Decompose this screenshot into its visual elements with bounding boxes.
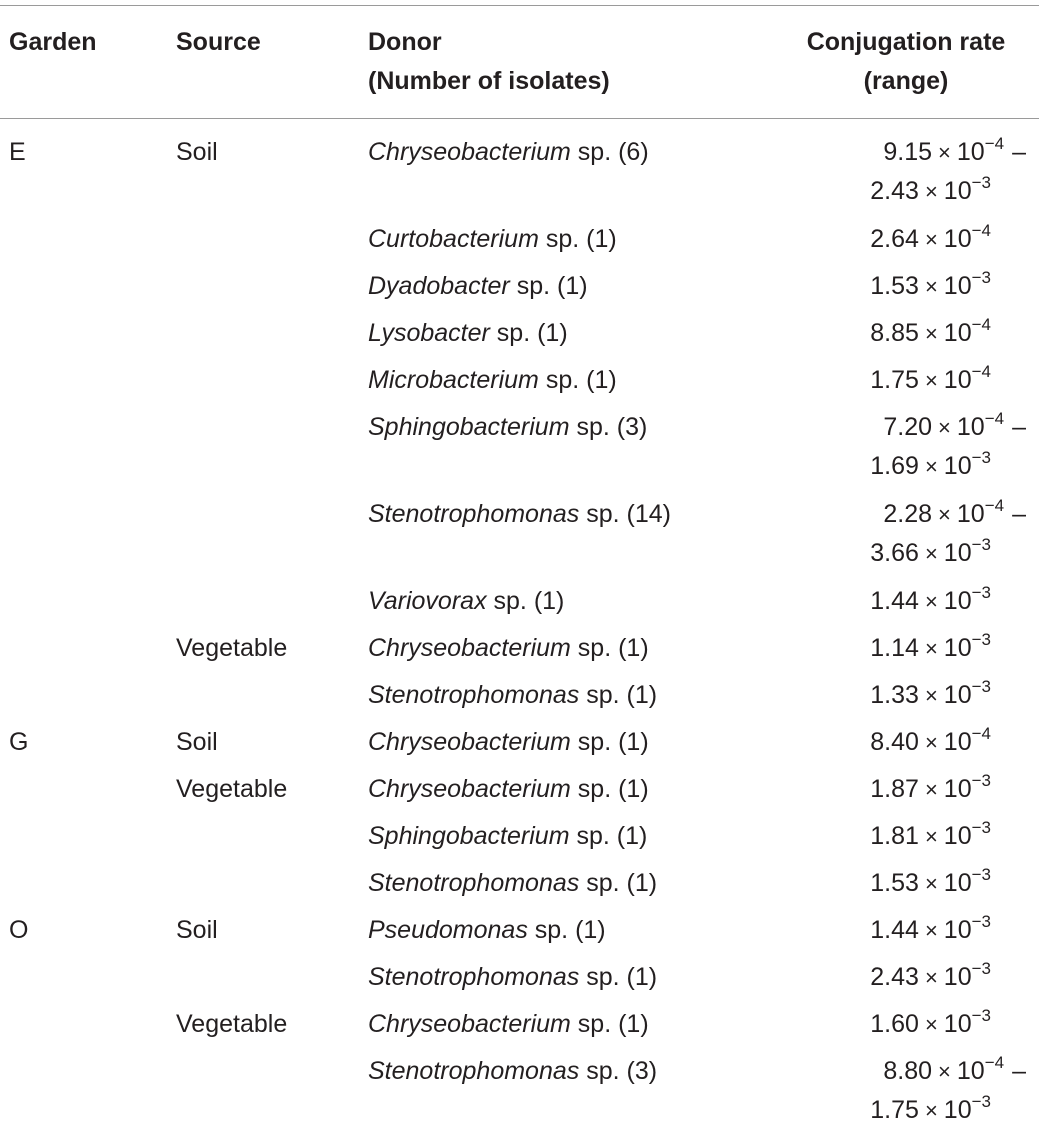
rate-exponent: −4 bbox=[971, 724, 991, 743]
rate-mantissa: 1.75 bbox=[870, 366, 919, 394]
donor-genus: Lysobacter bbox=[368, 319, 490, 347]
rate-base: 10 bbox=[956, 413, 985, 441]
rate-exponent: −3 bbox=[971, 771, 991, 790]
donor-genus: Stenotrophomonas bbox=[368, 963, 580, 991]
rate-mantissa: 1.33 bbox=[870, 681, 919, 709]
rate-cell bbox=[671, 362, 991, 401]
rate-base: 10 bbox=[943, 1010, 972, 1038]
donor-cell bbox=[368, 221, 617, 258]
rate-mantissa: 1.53 bbox=[870, 869, 919, 897]
rate-cell bbox=[671, 818, 991, 857]
top-rule bbox=[0, 5, 1039, 6]
times-sign: × bbox=[924, 227, 938, 252]
rate-mantissa: 1.81 bbox=[870, 822, 919, 850]
donor-suffix: sp. (1) bbox=[486, 587, 565, 615]
times-sign: × bbox=[924, 824, 938, 849]
rate-value bbox=[671, 1053, 1026, 1092]
rate-mantissa: 1.44 bbox=[870, 587, 919, 615]
donor-genus: Curtobacterium bbox=[368, 225, 539, 253]
rate-exponent: −4 bbox=[984, 496, 1005, 515]
donor-cell bbox=[368, 912, 606, 949]
garden-cell: O bbox=[9, 916, 29, 944]
rate-base: 10 bbox=[943, 822, 972, 850]
table-row bbox=[0, 724, 1039, 771]
rate-mantissa: 9.15 bbox=[883, 138, 933, 166]
donor-suffix: sp. (3) bbox=[579, 1057, 658, 1085]
rate-value bbox=[671, 315, 991, 354]
table-row bbox=[0, 409, 1039, 496]
donor-genus: Stenotrophomonas bbox=[368, 500, 580, 528]
rate-value bbox=[671, 535, 991, 574]
times-sign: × bbox=[924, 321, 938, 346]
rate-mantissa: 3.66 bbox=[870, 539, 919, 567]
rate-value bbox=[671, 771, 991, 810]
source-cell: Vegetable bbox=[176, 634, 288, 662]
rate-mantissa: 1.69 bbox=[870, 452, 919, 480]
rate-mantissa: 2.43 bbox=[870, 177, 919, 205]
rate-value bbox=[671, 173, 991, 212]
table-row bbox=[0, 912, 1039, 959]
times-sign: × bbox=[938, 415, 951, 440]
header-rule bbox=[0, 118, 1039, 119]
table-row bbox=[0, 1006, 1039, 1053]
donor-suffix: sp. (1) bbox=[538, 366, 617, 394]
rate-exponent: −3 bbox=[971, 818, 991, 837]
donor-cell bbox=[368, 583, 564, 620]
rate-base: 10 bbox=[956, 138, 985, 166]
rate-mantissa: 1.75 bbox=[870, 1096, 919, 1124]
rate-cell bbox=[671, 409, 1026, 487]
donor-genus: Chryseobacterium bbox=[368, 634, 571, 662]
times-sign: × bbox=[924, 683, 938, 708]
donor-suffix: sp. (1) bbox=[569, 822, 648, 850]
rate-base: 10 bbox=[943, 539, 972, 567]
rate-base: 10 bbox=[956, 1057, 985, 1085]
rate-cell bbox=[671, 134, 1026, 212]
donor-cell bbox=[368, 677, 657, 714]
rate-value bbox=[671, 362, 991, 401]
source-cell: Vegetable bbox=[176, 775, 288, 803]
times-sign: × bbox=[938, 502, 951, 527]
rate-mantissa: 1.44 bbox=[870, 916, 919, 944]
table-row bbox=[0, 268, 1039, 315]
donor-cell bbox=[368, 771, 649, 808]
rate-value bbox=[671, 1092, 991, 1131]
rate-base: 10 bbox=[943, 366, 972, 394]
table-row bbox=[0, 496, 1039, 583]
times-sign: × bbox=[924, 179, 938, 204]
rate-cell bbox=[671, 1006, 991, 1045]
times-sign: × bbox=[938, 1059, 951, 1084]
rate-exponent: −3 bbox=[971, 677, 991, 696]
donor-suffix: sp. (1) bbox=[570, 634, 649, 662]
rate-mantissa: 2.28 bbox=[883, 500, 933, 528]
rate-value bbox=[671, 865, 991, 904]
rate-exponent: −3 bbox=[971, 583, 991, 602]
range-dash: – bbox=[1012, 413, 1026, 441]
donor-cell bbox=[368, 959, 657, 996]
donor-genus: Stenotrophomonas bbox=[368, 1057, 580, 1085]
rate-cell bbox=[671, 221, 991, 260]
rate-value bbox=[671, 268, 991, 307]
rate-mantissa: 1.60 bbox=[870, 1010, 919, 1038]
header-garden: Garden bbox=[9, 28, 97, 56]
times-sign: × bbox=[924, 368, 938, 393]
rate-base: 10 bbox=[943, 225, 972, 253]
table-row bbox=[0, 677, 1039, 724]
table-row bbox=[0, 818, 1039, 865]
rate-cell bbox=[671, 959, 991, 998]
header-donor-line1: Donor bbox=[368, 28, 442, 56]
donor-cell bbox=[368, 818, 647, 855]
donor-genus: Sphingobacterium bbox=[368, 822, 570, 850]
donor-cell bbox=[368, 409, 647, 446]
rate-exponent: −3 bbox=[971, 1092, 991, 1111]
source-cell: Soil bbox=[176, 728, 218, 756]
rate-base: 10 bbox=[943, 452, 972, 480]
table-row bbox=[0, 1053, 1039, 1140]
rate-exponent: −4 bbox=[971, 362, 991, 381]
rate-exponent: −4 bbox=[971, 221, 991, 240]
rate-cell bbox=[671, 496, 1026, 574]
times-sign: × bbox=[924, 636, 938, 661]
donor-suffix: sp. (1) bbox=[570, 775, 649, 803]
rate-base: 10 bbox=[943, 1096, 972, 1124]
rate-cell bbox=[671, 865, 991, 904]
rate-exponent: −3 bbox=[971, 630, 991, 649]
range-dash: – bbox=[1012, 138, 1026, 166]
rate-exponent: −4 bbox=[984, 1053, 1005, 1072]
rate-exponent: −3 bbox=[971, 959, 991, 978]
rate-cell bbox=[671, 583, 991, 622]
times-sign: × bbox=[924, 541, 938, 566]
rate-exponent: −3 bbox=[971, 865, 991, 884]
rate-mantissa: 1.53 bbox=[870, 272, 919, 300]
rate-cell bbox=[671, 771, 991, 810]
rate-mantissa: 2.43 bbox=[870, 963, 919, 991]
donor-suffix: sp. (1) bbox=[570, 1010, 649, 1038]
rate-value bbox=[671, 409, 1026, 448]
rate-mantissa: 8.40 bbox=[870, 728, 919, 756]
donor-suffix: sp. (3) bbox=[569, 413, 648, 441]
rate-exponent: −3 bbox=[971, 173, 991, 192]
donor-cell bbox=[368, 134, 649, 171]
table-row bbox=[0, 221, 1039, 268]
rate-cell bbox=[671, 1053, 1026, 1131]
rate-mantissa: 8.80 bbox=[883, 1057, 933, 1085]
donor-cell bbox=[368, 724, 649, 761]
donor-genus: Sphingobacterium bbox=[368, 413, 570, 441]
table-row bbox=[0, 583, 1039, 630]
donor-cell bbox=[368, 362, 617, 399]
rate-value bbox=[671, 724, 991, 763]
donor-cell bbox=[368, 865, 657, 902]
times-sign: × bbox=[924, 965, 938, 990]
donor-suffix: sp. (1) bbox=[570, 728, 649, 756]
rate-base: 10 bbox=[943, 319, 972, 347]
donor-suffix: sp. (1) bbox=[489, 319, 568, 347]
table-row bbox=[0, 959, 1039, 1006]
rate-cell bbox=[671, 268, 991, 307]
donor-genus: Chryseobacterium bbox=[368, 775, 571, 803]
rate-base: 10 bbox=[943, 775, 972, 803]
rate-value bbox=[671, 134, 1026, 173]
rate-exponent: −3 bbox=[971, 268, 991, 287]
garden-cell: E bbox=[9, 138, 26, 166]
donor-suffix: sp. (1) bbox=[579, 681, 658, 709]
table-row bbox=[0, 865, 1039, 912]
rate-cell bbox=[671, 677, 991, 716]
header-rate-line1: Conjugation rate bbox=[806, 28, 1006, 56]
source-cell: Vegetable bbox=[176, 1010, 288, 1038]
rate-cell bbox=[671, 912, 991, 951]
rate-value bbox=[671, 448, 991, 487]
donor-suffix: sp. (1) bbox=[579, 869, 658, 897]
donor-cell bbox=[368, 1006, 649, 1043]
donor-cell bbox=[368, 630, 649, 667]
table-row bbox=[0, 134, 1039, 221]
donor-cell bbox=[368, 268, 588, 305]
times-sign: × bbox=[924, 1098, 938, 1123]
source-cell: Soil bbox=[176, 138, 218, 166]
rate-value bbox=[671, 912, 991, 951]
rate-mantissa: 7.20 bbox=[883, 413, 933, 441]
rate-mantissa: 1.14 bbox=[870, 634, 919, 662]
rate-exponent: −4 bbox=[984, 409, 1005, 428]
donor-cell bbox=[368, 496, 671, 533]
header-rate-line2: (range) bbox=[863, 67, 949, 95]
donor-genus: Pseudomonas bbox=[368, 916, 528, 944]
donor-suffix: sp. (14) bbox=[579, 500, 671, 528]
donor-genus: Stenotrophomonas bbox=[368, 869, 580, 897]
rate-exponent: −4 bbox=[971, 315, 991, 334]
rate-base: 10 bbox=[943, 869, 972, 897]
donor-genus: Chryseobacterium bbox=[368, 728, 571, 756]
rate-base: 10 bbox=[943, 587, 972, 615]
garden-cell: G bbox=[9, 728, 29, 756]
rate-base: 10 bbox=[943, 916, 972, 944]
rate-value bbox=[671, 496, 1026, 535]
donor-genus: Chryseobacterium bbox=[368, 1010, 571, 1038]
rate-exponent: −3 bbox=[971, 448, 991, 467]
rate-value bbox=[671, 818, 991, 857]
rate-cell bbox=[671, 724, 991, 763]
times-sign: × bbox=[924, 918, 938, 943]
donor-suffix: sp. (6) bbox=[570, 138, 649, 166]
table-body bbox=[0, 134, 1039, 1140]
header-rate bbox=[786, 23, 1026, 101]
table-row bbox=[0, 362, 1039, 409]
rate-base: 10 bbox=[943, 681, 972, 709]
times-sign: × bbox=[924, 730, 938, 755]
rate-base: 10 bbox=[943, 963, 972, 991]
rate-mantissa: 2.64 bbox=[870, 225, 919, 253]
times-sign: × bbox=[924, 871, 938, 896]
rate-value bbox=[671, 630, 991, 669]
range-dash: – bbox=[1012, 500, 1026, 528]
table-row bbox=[0, 771, 1039, 818]
rate-value bbox=[671, 1006, 991, 1045]
times-sign: × bbox=[924, 589, 938, 614]
donor-suffix: sp. (1) bbox=[527, 916, 606, 944]
rate-base: 10 bbox=[943, 177, 972, 205]
donor-genus: Stenotrophomonas bbox=[368, 681, 580, 709]
rate-mantissa: 8.85 bbox=[870, 319, 919, 347]
rate-base: 10 bbox=[956, 500, 985, 528]
source-cell: Soil bbox=[176, 916, 218, 944]
table-row bbox=[0, 315, 1039, 362]
header-donor bbox=[368, 23, 610, 101]
rate-base: 10 bbox=[943, 272, 972, 300]
rate-cell bbox=[671, 315, 991, 354]
donor-suffix: sp. (1) bbox=[579, 963, 658, 991]
rate-exponent: −4 bbox=[984, 134, 1005, 153]
rate-exponent: −3 bbox=[971, 1006, 991, 1025]
donor-cell bbox=[368, 1053, 657, 1090]
rate-base: 10 bbox=[943, 728, 972, 756]
rate-base: 10 bbox=[943, 634, 972, 662]
donor-cell bbox=[368, 315, 568, 352]
donor-genus: Chryseobacterium bbox=[368, 138, 571, 166]
rate-mantissa: 1.87 bbox=[870, 775, 919, 803]
header-donor-line2: (Number of isolates) bbox=[368, 67, 610, 95]
donor-genus: Microbacterium bbox=[368, 366, 539, 394]
times-sign: × bbox=[924, 454, 938, 479]
rate-exponent: −3 bbox=[971, 535, 991, 554]
rate-value bbox=[671, 221, 991, 260]
times-sign: × bbox=[924, 1012, 938, 1037]
donor-genus: Dyadobacter bbox=[368, 272, 510, 300]
rate-value bbox=[671, 583, 991, 622]
donor-suffix: sp. (1) bbox=[509, 272, 588, 300]
rate-cell bbox=[671, 630, 991, 669]
times-sign: × bbox=[924, 274, 938, 299]
rate-exponent: −3 bbox=[971, 912, 991, 931]
table-row bbox=[0, 630, 1039, 677]
times-sign: × bbox=[924, 777, 938, 802]
donor-genus: Variovorax bbox=[368, 587, 487, 615]
donor-suffix: sp. (1) bbox=[538, 225, 617, 253]
range-dash: – bbox=[1012, 1057, 1026, 1085]
times-sign: × bbox=[938, 140, 951, 165]
rate-value bbox=[671, 677, 991, 716]
header-source: Source bbox=[176, 28, 261, 56]
rate-value bbox=[671, 959, 991, 998]
